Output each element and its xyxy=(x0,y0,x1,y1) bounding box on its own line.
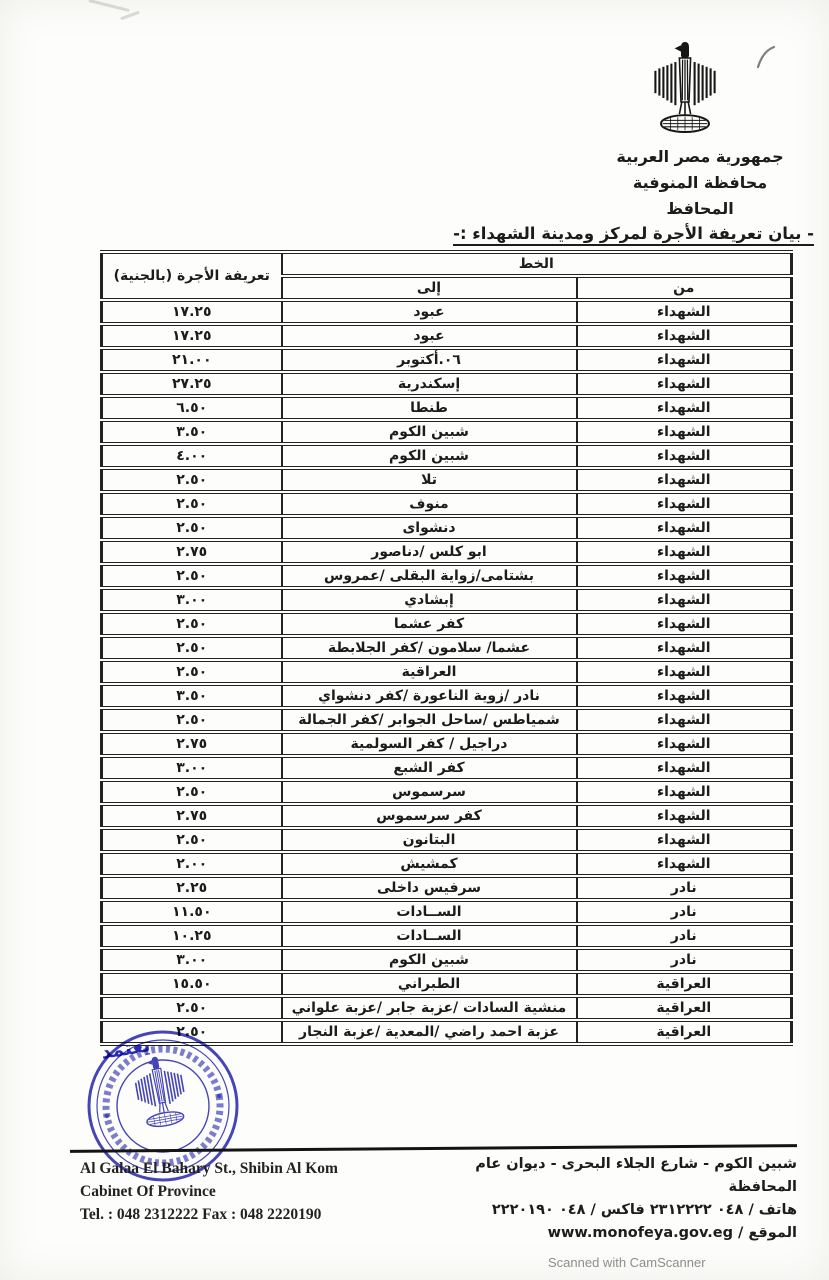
table-row xyxy=(102,804,792,828)
from-cell: الشهداء xyxy=(577,444,792,468)
from-cell: نادر xyxy=(577,900,792,924)
table-row xyxy=(102,684,792,708)
from-cell: الشهداء xyxy=(577,396,792,420)
from-cell: العراقية xyxy=(577,996,792,1020)
table-row xyxy=(102,372,792,396)
from-cell: الشهداء xyxy=(577,612,792,636)
fare-cell: ٢٧.٢٥ xyxy=(102,372,282,396)
fare-cell: ٢١.٠٠ xyxy=(102,348,282,372)
to-cell: عشما/ سلامون /كفر الجلابطة xyxy=(282,636,577,660)
table-row xyxy=(102,324,792,348)
fare-cell: ٢.٥٠ xyxy=(102,660,282,684)
from-cell: الشهداء xyxy=(577,852,792,876)
from-cell: نادر xyxy=(577,876,792,900)
from-cell: نادر xyxy=(577,948,792,972)
to-cell: عبود xyxy=(282,324,577,348)
table-header-row-1 xyxy=(102,252,792,276)
to-column-header: إلى xyxy=(282,276,577,300)
table-row xyxy=(102,900,792,924)
to-cell: الســادات xyxy=(282,924,577,948)
fare-cell: ٤.٠٠ xyxy=(102,444,282,468)
to-cell: الســادات xyxy=(282,900,577,924)
to-cell: شبين الكوم xyxy=(282,444,577,468)
footer-en-street: Al Galaa El Bahary St., Shibin Al Kom xyxy=(80,1160,338,1177)
table-row xyxy=(102,756,792,780)
to-cell: دراجيل / كفر السولمية xyxy=(282,732,577,756)
to-cell: منشية السادات /عزبة جابر /عزبة علواني xyxy=(282,996,577,1020)
fare-cell: ٢.٥٠ xyxy=(102,492,282,516)
to-cell: شبين الكوم xyxy=(282,420,577,444)
letterhead xyxy=(593,144,807,222)
fare-column-header: تعريفة الأجرة (بالجنية) xyxy=(102,252,282,300)
footer-en-telfax: Tel. : 048 2312222 Fax : 048 2220190 xyxy=(80,1206,322,1223)
table-row xyxy=(102,540,792,564)
to-cell: منوف xyxy=(282,492,577,516)
to-cell: ٠٦.أكتوبر xyxy=(282,348,577,372)
fare-cell: ٢.٥٠ xyxy=(102,612,282,636)
from-cell: الشهداء xyxy=(577,468,792,492)
fare-cell: ٣.٠٠ xyxy=(102,948,282,972)
fare-cell: ٢.٥٠ xyxy=(102,708,282,732)
from-cell: الشهداء xyxy=(577,516,792,540)
fare-cell: ٣.٥٠ xyxy=(102,420,282,444)
to-cell: تلا xyxy=(282,468,577,492)
fare-cell: ٢.٥٠ xyxy=(102,516,282,540)
table-row xyxy=(102,300,792,324)
from-cell: الشهداء xyxy=(577,828,792,852)
line-column-header: الخط xyxy=(282,252,792,276)
to-cell: كفر عشما xyxy=(282,612,577,636)
to-cell: الطبراني xyxy=(282,972,577,996)
to-cell: عزبة احمد راضي /المعدية /عزبة النجار xyxy=(282,1020,577,1044)
to-cell: البتانون xyxy=(282,828,577,852)
table-row xyxy=(102,708,792,732)
table-row xyxy=(102,972,792,996)
to-cell: شمياطس /ساحل الجوابر /كفر الجمالة xyxy=(282,708,577,732)
table-row xyxy=(102,348,792,372)
to-cell: العراقية xyxy=(282,660,577,684)
document-title xyxy=(378,224,814,243)
fare-cell: ٢.٥٠ xyxy=(102,996,282,1020)
to-cell: سرفيس داخلى xyxy=(282,876,577,900)
from-cell: العراقية xyxy=(577,1020,792,1044)
handwritten-approval-note: يعتمد xyxy=(99,1034,152,1064)
to-cell: إبشادي xyxy=(282,588,577,612)
table-row xyxy=(102,732,792,756)
fare-cell: ١٥.٥٠ xyxy=(102,972,282,996)
from-cell: الشهداء xyxy=(577,756,792,780)
fare-cell: ١٧.٢٥ xyxy=(102,324,282,348)
table-row xyxy=(102,924,792,948)
table-row xyxy=(102,396,792,420)
to-cell: دنشواى xyxy=(282,516,577,540)
to-cell: سرسموس xyxy=(282,780,577,804)
table-row xyxy=(102,588,792,612)
document-title-text: - بيان تعريفة الأجرة لمركز ومدينة الشهداء :- xyxy=(453,224,814,246)
from-cell: الشهداء xyxy=(577,804,792,828)
table-row xyxy=(102,564,792,588)
to-cell: عبود xyxy=(282,300,577,324)
from-column-header: من xyxy=(577,276,792,300)
fare-cell: ٢.٥٠ xyxy=(102,636,282,660)
fare-cell: ٦.٥٠ xyxy=(102,396,282,420)
footer-address-english xyxy=(80,1157,420,1226)
to-cell: كفر سرسموس xyxy=(282,804,577,828)
fare-tariff-table xyxy=(100,250,793,1046)
table-row xyxy=(102,876,792,900)
fare-cell: ٢.٥٠ xyxy=(102,780,282,804)
from-cell: الشهداء xyxy=(577,564,792,588)
to-cell: طنطا xyxy=(282,396,577,420)
table-row xyxy=(102,516,792,540)
fare-cell: ٢.٥٠ xyxy=(102,828,282,852)
from-cell: الشهداء xyxy=(577,636,792,660)
fare-cell: ٢.٥٠ xyxy=(102,564,282,588)
from-cell: الشهداء xyxy=(577,324,792,348)
table-row xyxy=(102,852,792,876)
from-cell: الشهداء xyxy=(577,660,792,684)
fare-cell: ٣.٥٠ xyxy=(102,684,282,708)
from-cell: العراقية xyxy=(577,972,792,996)
table-row xyxy=(102,636,792,660)
fare-cell: ٢.٠٠ xyxy=(102,852,282,876)
fare-cell: ١٠.٢٥ xyxy=(102,924,282,948)
from-cell: الشهداء xyxy=(577,732,792,756)
from-cell: الشهداء xyxy=(577,684,792,708)
from-cell: الشهداء xyxy=(577,780,792,804)
table-row xyxy=(102,468,792,492)
footer-address-arabic xyxy=(420,1153,797,1245)
camscanner-watermark: Scanned with CamScanner xyxy=(548,1255,706,1270)
fare-cell: ١١.٥٠ xyxy=(102,900,282,924)
fare-cell: ٢.٧٥ xyxy=(102,804,282,828)
from-cell: الشهداء xyxy=(577,540,792,564)
to-cell: شبين الكوم xyxy=(282,948,577,972)
from-cell: الشهداء xyxy=(577,588,792,612)
from-cell: الشهداء xyxy=(577,492,792,516)
footer-en-office: Cabinet Of Province xyxy=(80,1183,216,1200)
table-row xyxy=(102,492,792,516)
fare-cell: ٣.٠٠ xyxy=(102,756,282,780)
footer-ar-telfax: هاتف / ٠٤٨ ٢٣١٢٢٢٢ فاكس / ٠٤٨ ٢٢٢٠١٩٠ xyxy=(491,1202,797,1218)
table-row xyxy=(102,948,792,972)
fare-cell: ٣.٠٠ xyxy=(102,588,282,612)
republic-name: جمهورية مصر العربية xyxy=(616,147,784,166)
fare-cell: ١٧.٢٥ xyxy=(102,300,282,324)
fare-cell: ٢.٥٠ xyxy=(102,1020,282,1044)
fare-cell: ٢.٧٥ xyxy=(102,732,282,756)
scan-smudge xyxy=(88,0,129,12)
footer-ar-website: الموقع / www.monofeya.gov.eg xyxy=(547,1225,797,1241)
to-cell: نادر /زوية الناعورة /كفر دنشواي xyxy=(282,684,577,708)
from-cell: الشهداء xyxy=(577,372,792,396)
to-cell: بشتامى/زواية البقلى /عمروس xyxy=(282,564,577,588)
governorate-name: محافظة المنوفية xyxy=(632,173,768,192)
table-row xyxy=(102,660,792,684)
to-cell: ابو كلس /دناصور xyxy=(282,540,577,564)
from-cell: الشهداء xyxy=(577,708,792,732)
fare-cell: ٢.٧٥ xyxy=(102,540,282,564)
to-cell: كفر الشبع xyxy=(282,756,577,780)
table-row xyxy=(102,420,792,444)
from-cell: الشهداء xyxy=(577,300,792,324)
table-row xyxy=(102,828,792,852)
to-cell: إسكندرية xyxy=(282,372,577,396)
from-cell: الشهداء xyxy=(577,348,792,372)
egypt-eagle-emblem-icon xyxy=(645,38,725,142)
footer-ar-street: شبين الكوم - شارع الجلاء البحرى - ديوان عام المحافظة xyxy=(475,1156,797,1195)
from-cell: نادر xyxy=(577,924,792,948)
pen-tick-mark xyxy=(755,44,777,70)
table-row xyxy=(102,444,792,468)
fare-cell: ٢.٥٠ xyxy=(102,468,282,492)
fare-cell: ٢.٢٥ xyxy=(102,876,282,900)
governor-title: المحافظ xyxy=(666,199,734,218)
scan-smudge xyxy=(120,11,140,21)
to-cell: كمشيش xyxy=(282,852,577,876)
from-cell: الشهداء xyxy=(577,420,792,444)
table-row xyxy=(102,780,792,804)
table-row xyxy=(102,612,792,636)
